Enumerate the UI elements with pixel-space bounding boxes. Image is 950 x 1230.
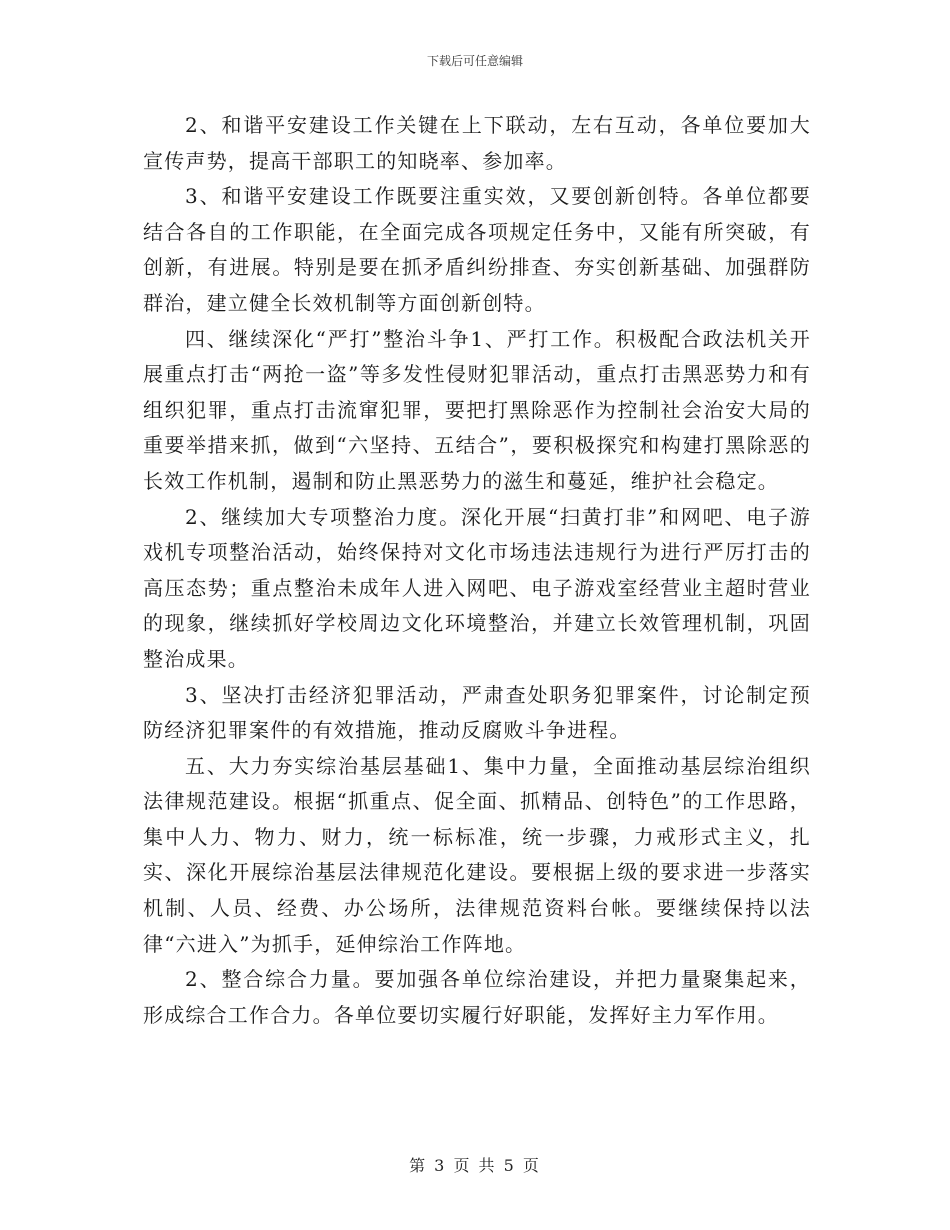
paragraph: 2、整合综合力量。要加强各单位综治建设，并把力量聚集起来，形成综合工作合力。各单位要切实履行好职能，发挥好主力军作用。 (143, 967, 811, 1027)
document-body (143, 108, 811, 1033)
paragraph: 五、大力夯实综治基层基础1、集中力量，全面推动基层综治组织法律规范建设。根据“抓重点、促全面、抓精品、创特色”的工作思路，集中人力、物力、财力，统一标标准，统一步骤，力戒形式主义，扎实、深化开展综治基层法律规范化建设。要根据上级的要求进一步落实机制、人员、经费、办公场所，法律规范资料台帐。要继续保持以法律“六进入”为抓手，延伸综治工作阵地。 (143, 753, 811, 956)
paragraph: 2、继续加大专项整治力度。深化开展“扫黄打非”和网吧、电子游戏机专项整治活动，始终保持对文化市场违法违规行为进行严厉打击的高压态势；重点整治未成年人进入网吧、电子游戏室经营业主超时营业的现象，继续抓好学校周边文化环境整治，并建立长效管理机制，巩固整治成果。 (143, 504, 811, 671)
paragraph: 2、和谐平安建设工作关键在上下联动，左右互动，各单位要加大宣传声势，提高干部职工的知晓率、参加率。 (143, 113, 811, 173)
page-number-footer: 第 3 页 共 5 页 (409, 1156, 541, 1175)
paragraph: 四、继续深化“严打”整治斗争1、严打工作。积极配合政法机关开展重点打击“两抢一盗”等多发性侵财犯罪活动，重点打击黑恶势力和有组织犯罪，重点打击流窜犯罪，要把打黑除恶作为控制社会治安大局的重要举措来抓，做到“六坚持、五结合”，要积极探究和构建打黑除恶的长效工作机制，遏制和防止黑恶势力的滋生和蔓延，维护社会稳定。 (143, 326, 811, 493)
paragraph: 3、坚决打击经济犯罪活动，严肃查处职务犯罪案件，讨论制定预防经济犯罪案件的有效措施，推动反腐败斗争进程。 (143, 682, 811, 743)
paragraph: 3、和谐平安建设工作既要注重实效，又要创新创特。各单位都要结合各自的工作职能，在全面完成各项规定任务中，又能有所突破，有创新，有进展。特别是要在抓矛盾纠纷排查、夯实创新基础、加强群防群治，建立健全长效机制等方面创新创特。 (143, 184, 811, 315)
page-header: 下载后可任意编辑 (426, 54, 523, 68)
